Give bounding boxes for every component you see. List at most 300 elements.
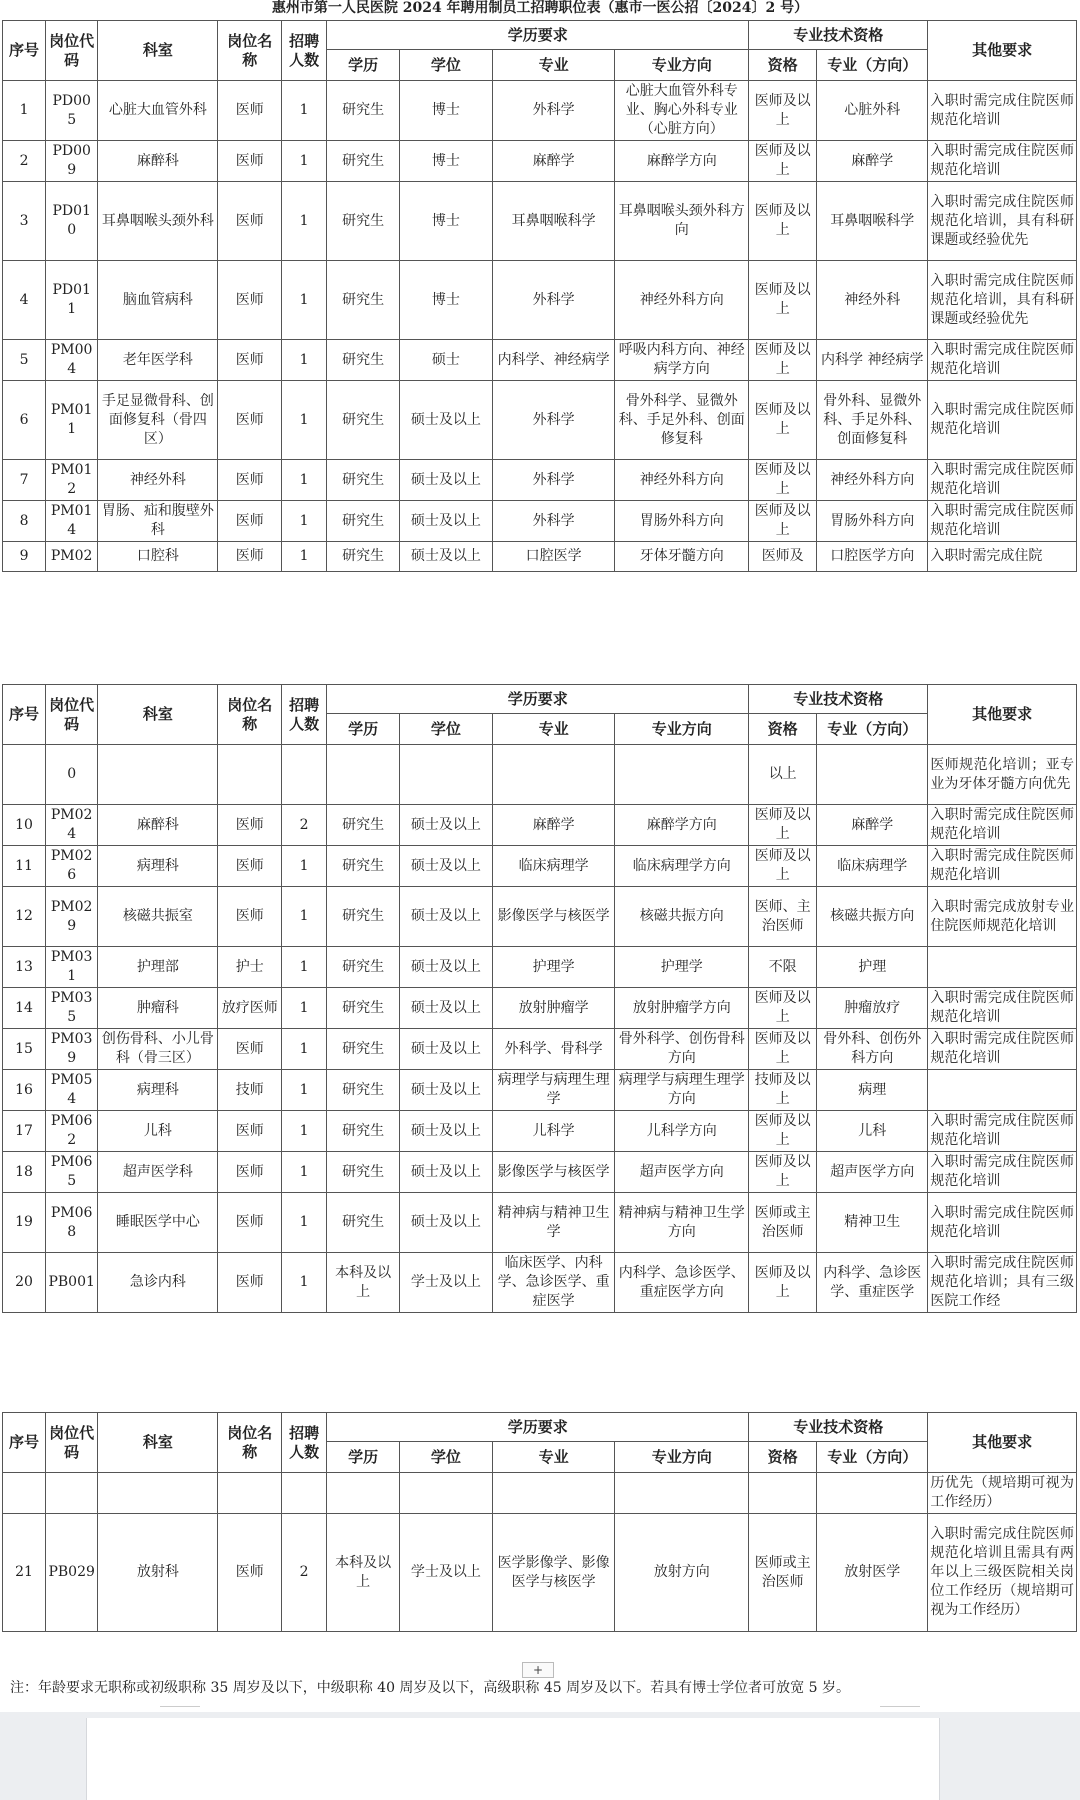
cell-tech-major: 护理 xyxy=(817,947,928,988)
cell-direction: 骨外科学、创伤骨科方向 xyxy=(615,1029,749,1070)
header-major: 专业 xyxy=(492,714,614,745)
header-major-direction: 专业方向 xyxy=(615,714,749,745)
cell-other: 入职时需完成住院医师规范化培训 xyxy=(928,340,1077,381)
cell-count: 1 xyxy=(281,988,326,1029)
cell-degree: 硕士及以上 xyxy=(399,887,492,947)
cell-tech-major: 胃肠外科方向 xyxy=(817,501,928,542)
cell-edu: 研究生 xyxy=(327,1029,400,1070)
cell-other: 入职时需完成放射专业住院医师规范化培训 xyxy=(928,887,1077,947)
cell-direction: 精神病与精神卫生学方向 xyxy=(615,1193,749,1253)
cell-qual: 医师及以上 xyxy=(749,501,817,542)
cell-direction: 放射方向 xyxy=(615,1514,749,1632)
cell-count: 1 xyxy=(281,846,326,887)
cell-major: 护理学 xyxy=(492,947,614,988)
cell-edu: 研究生 xyxy=(327,542,400,572)
table-row xyxy=(3,988,1077,1029)
header-department: 科室 xyxy=(98,1413,218,1473)
header-major: 专业 xyxy=(492,1442,614,1473)
cell-tech-major: 神经外科方向 xyxy=(817,460,928,501)
cell-direction: 耳鼻咽喉头颈外科方向 xyxy=(615,182,749,261)
table-row xyxy=(3,846,1077,887)
cell-code: 0 xyxy=(46,745,98,805)
cell-other: 入职时需完成住院医师规范化培训，具有科研课题或经验优先 xyxy=(928,182,1077,261)
table-row xyxy=(3,381,1077,460)
table-row xyxy=(3,81,1077,141)
cell-count: 1 xyxy=(281,261,326,340)
header-tech-qualification-group: 专业技术资格 xyxy=(749,1413,928,1442)
cell-code: PM039 xyxy=(46,1029,98,1070)
table-row xyxy=(3,805,1077,846)
cell-tech-major: 麻醉学 xyxy=(817,805,928,846)
cell-direction: 麻醉学方向 xyxy=(615,141,749,182)
cell-qual: 医师及以上 xyxy=(749,81,817,141)
cell-dept: 病理科 xyxy=(98,846,218,887)
cell-major: 麻醉学 xyxy=(492,141,614,182)
table-row xyxy=(3,947,1077,988)
cell-edu: 研究生 xyxy=(327,501,400,542)
cell-edu: 研究生 xyxy=(327,182,400,261)
cell-edu: 研究生 xyxy=(327,340,400,381)
header-education-group: 学历要求 xyxy=(327,685,749,714)
cell-dept: 儿科 xyxy=(98,1111,218,1152)
cell-edu xyxy=(327,1473,400,1514)
cell-seq: 3 xyxy=(3,182,46,261)
cell-dept: 急诊内科 xyxy=(98,1253,218,1313)
header-tech-major: 专业（方向） xyxy=(817,714,928,745)
cell-dept: 护理部 xyxy=(98,947,218,988)
cell-post: 医师 xyxy=(218,805,282,846)
table-row xyxy=(3,460,1077,501)
cell-code: PM026 xyxy=(46,846,98,887)
cell-post: 医师 xyxy=(218,1514,282,1632)
cell-edu xyxy=(327,745,400,805)
cell-direction xyxy=(615,745,749,805)
cell-tech-major: 精神卫生 xyxy=(817,1193,928,1253)
cell-seq: 11 xyxy=(3,846,46,887)
cell-other: 入职时需完成住院医师规范化培训且需具有两年以上三级医院相关岗位工作经历（规培期可视为工作经历） xyxy=(928,1514,1077,1632)
cell-dept: 耳鼻咽喉头颈外科 xyxy=(98,182,218,261)
cell-code: PD011 xyxy=(46,261,98,340)
cell-major: 医学影像学、影像医学与核医学 xyxy=(492,1514,614,1632)
header-tech-qualification-group: 专业技术资格 xyxy=(749,21,928,50)
page-corner-mark xyxy=(160,1706,200,1713)
cell-code: PM012 xyxy=(46,460,98,501)
cell-code: PM054 xyxy=(46,1070,98,1111)
header-tech-major: 专业（方向） xyxy=(817,50,928,81)
cell-major: 外科学 xyxy=(492,81,614,141)
cell-count: 1 xyxy=(281,81,326,141)
cell-post: 医师 xyxy=(218,460,282,501)
cell-other: 入职时需完成住院医师规范化培训 xyxy=(928,805,1077,846)
cell-code: PM062 xyxy=(46,1111,98,1152)
cell-direction: 麻醉学方向 xyxy=(615,805,749,846)
cell-tech-major: 肿瘤放疗 xyxy=(817,988,928,1029)
cell-seq: 8 xyxy=(3,501,46,542)
cell-other: 入职时需完成住院医师规范化培训 xyxy=(928,460,1077,501)
cell-major: 耳鼻咽喉科学 xyxy=(492,182,614,261)
header-degree: 学位 xyxy=(399,50,492,81)
cell-tech-major: 病理 xyxy=(817,1070,928,1111)
cell-qual: 以上 xyxy=(749,745,817,805)
cell-seq: 15 xyxy=(3,1029,46,1070)
cell-degree: 博士 xyxy=(399,261,492,340)
header-post-name: 岗位名称 xyxy=(218,1413,282,1473)
header-qualification: 资格 xyxy=(749,1442,817,1473)
cell-qual: 医师及以上 xyxy=(749,340,817,381)
cell-dept: 麻醉科 xyxy=(98,805,218,846)
cell-seq: 20 xyxy=(3,1253,46,1313)
cell-edu: 研究生 xyxy=(327,81,400,141)
cell-edu: 研究生 xyxy=(327,805,400,846)
cell-direction: 内科学、急诊医学、重症医学方向 xyxy=(615,1253,749,1313)
header-department: 科室 xyxy=(98,685,218,745)
cell-dept: 手足显微骨科、创面修复科（骨四区） xyxy=(98,381,218,460)
cell-degree: 硕士及以上 xyxy=(399,805,492,846)
cell-major: 影像医学与核医学 xyxy=(492,1152,614,1193)
table-row xyxy=(3,542,1077,572)
cell-tech-major: 核磁共振方向 xyxy=(817,887,928,947)
header-degree: 学位 xyxy=(399,714,492,745)
cell-post: 医师 xyxy=(218,81,282,141)
cell-post: 技师 xyxy=(218,1070,282,1111)
cell-tech-major: 麻醉学 xyxy=(817,141,928,182)
cell-dept xyxy=(98,745,218,805)
cell-post: 医师 xyxy=(218,1111,282,1152)
cell-dept: 胃肠、疝和腹壁外科 xyxy=(98,501,218,542)
cell-degree: 硕士及以上 xyxy=(399,1193,492,1253)
cell-other: 入职时需完成住院 xyxy=(928,542,1077,572)
header-post-code: 岗位代码 xyxy=(46,1413,98,1473)
cell-major: 儿科学 xyxy=(492,1111,614,1152)
header-headcount: 招聘人数 xyxy=(281,1413,326,1473)
cell-other: 入职时需完成住院医师规范化培训 xyxy=(928,1152,1077,1193)
cell-major: 口腔医学 xyxy=(492,542,614,572)
cell-degree: 硕士及以上 xyxy=(399,846,492,887)
cell-tech-major: 神经外科 xyxy=(817,261,928,340)
cell-major: 内科学、神经病学 xyxy=(492,340,614,381)
cell-code: PM029 xyxy=(46,887,98,947)
cell-other: 入职时需完成住院医师规范化培训，具有科研课题或经验优先 xyxy=(928,261,1077,340)
cell-seq: 21 xyxy=(3,1514,46,1632)
cell-count: 1 xyxy=(281,887,326,947)
header-education: 学历 xyxy=(327,714,400,745)
cell-major: 外科学 xyxy=(492,381,614,460)
cell-degree: 硕士及以上 xyxy=(399,1111,492,1152)
cell-major: 临床医学、内科学、急诊医学、重症医学 xyxy=(492,1253,614,1313)
cell-seq: 1 xyxy=(3,81,46,141)
cell-edu: 本科及以上 xyxy=(327,1253,400,1313)
cell-code: PD005 xyxy=(46,81,98,141)
footnote: 注：年龄要求无职称或初级职称 35 周岁及以下，中级职称 40 周岁及以下，高级职称 45 周岁及以下。若具有博士学位者可放宽 5 岁。 xyxy=(10,1680,850,1696)
cell-tech-major xyxy=(817,1473,928,1514)
table-row xyxy=(3,1253,1077,1313)
cell-post xyxy=(218,745,282,805)
cell-other: 入职时需完成住院医师规范化培训；具有三级医院工作经 xyxy=(928,1253,1077,1313)
cell-direction: 儿科学方向 xyxy=(615,1111,749,1152)
cell-qual: 医师及以上 xyxy=(749,988,817,1029)
header-headcount: 招聘人数 xyxy=(281,21,326,81)
cell-qual: 医师及以上 xyxy=(749,846,817,887)
cell-qual: 医师及以上 xyxy=(749,1253,817,1313)
cell-edu: 研究生 xyxy=(327,846,400,887)
cell-edu: 研究生 xyxy=(327,1193,400,1253)
cell-count: 2 xyxy=(281,805,326,846)
header-post-name: 岗位名称 xyxy=(218,21,282,81)
cell-code: PM02 xyxy=(46,542,98,572)
cell-seq: 9 xyxy=(3,542,46,572)
cell-direction xyxy=(615,1473,749,1514)
table-row xyxy=(3,1193,1077,1253)
recruitment-table-part-3 xyxy=(2,1412,1077,1632)
cell-degree: 硕士及以上 xyxy=(399,1029,492,1070)
cell-degree: 硕士及以上 xyxy=(399,988,492,1029)
cell-dept: 核磁共振室 xyxy=(98,887,218,947)
cell-degree: 硕士及以上 xyxy=(399,1070,492,1111)
cell-other: 入职时需完成住院医师规范化培训 xyxy=(928,988,1077,1029)
cell-post: 医师 xyxy=(218,141,282,182)
table-row xyxy=(3,501,1077,542)
cell-post: 医师 xyxy=(218,542,282,572)
table-row xyxy=(3,745,1077,805)
cell-degree: 博士 xyxy=(399,141,492,182)
cell-count: 1 xyxy=(281,1253,326,1313)
cell-other xyxy=(928,947,1077,988)
header-other-requirements: 其他要求 xyxy=(928,1413,1077,1473)
cell-tech-major: 儿科 xyxy=(817,1111,928,1152)
table-row xyxy=(3,1029,1077,1070)
cell-post: 医师 xyxy=(218,381,282,460)
header-seq: 序号 xyxy=(3,21,46,81)
cell-degree: 硕士及以上 xyxy=(399,381,492,460)
cell-seq: 19 xyxy=(3,1193,46,1253)
table-row xyxy=(3,887,1077,947)
add-row-button[interactable]: + xyxy=(522,1662,554,1678)
cell-other: 入职时需完成住院医师规范化培训 xyxy=(928,1029,1077,1070)
cell-dept: 睡眠医学中心 xyxy=(98,1193,218,1253)
document-title: 惠州市第一人民医院 2024 年聘用制员工招聘职位表（惠市一医公招〔2024〕2 号） xyxy=(271,0,809,16)
cell-degree: 硕士及以上 xyxy=(399,501,492,542)
cell-edu: 研究生 xyxy=(327,1070,400,1111)
cell-qual: 医师及以上 xyxy=(749,1152,817,1193)
header-qualification: 资格 xyxy=(749,714,817,745)
header-tech-major: 专业（方向） xyxy=(817,1442,928,1473)
table-row xyxy=(3,141,1077,182)
cell-count: 1 xyxy=(281,141,326,182)
cell-post: 医师 xyxy=(218,1029,282,1070)
cell-post: 医师 xyxy=(218,887,282,947)
table-row xyxy=(3,182,1077,261)
cell-direction: 骨外科学、显微外科、手足外科、创面修复科 xyxy=(615,381,749,460)
header-education-group: 学历要求 xyxy=(327,21,749,50)
cell-seq: 2 xyxy=(3,141,46,182)
cell-other: 入职时需完成住院医师规范化培训 xyxy=(928,81,1077,141)
cell-code: PM011 xyxy=(46,381,98,460)
cell-qual: 不限 xyxy=(749,947,817,988)
cell-degree: 硕士 xyxy=(399,340,492,381)
header-major: 专业 xyxy=(492,50,614,81)
cell-seq: 10 xyxy=(3,805,46,846)
cell-qual: 医师及以上 xyxy=(749,1111,817,1152)
cell-major: 外科学、骨科学 xyxy=(492,1029,614,1070)
cell-seq: 18 xyxy=(3,1152,46,1193)
page-corner-mark xyxy=(880,1706,920,1713)
cell-qual: 医师及以上 xyxy=(749,460,817,501)
cell-direction: 神经外科方向 xyxy=(615,261,749,340)
cell-count: 1 xyxy=(281,340,326,381)
cell-count: 1 xyxy=(281,501,326,542)
cell-major: 外科学 xyxy=(492,261,614,340)
cell-edu: 研究生 xyxy=(327,381,400,460)
header-degree: 学位 xyxy=(399,1442,492,1473)
cell-qual: 医师及以上 xyxy=(749,805,817,846)
cell-seq: 17 xyxy=(3,1111,46,1152)
cell-post: 医师 xyxy=(218,340,282,381)
cell-seq: 14 xyxy=(3,988,46,1029)
cell-edu: 研究生 xyxy=(327,460,400,501)
cell-tech-major: 临床病理学 xyxy=(817,846,928,887)
cell-code: PD010 xyxy=(46,182,98,261)
cell-code: PB001 xyxy=(46,1253,98,1313)
cell-seq: 12 xyxy=(3,887,46,947)
cell-qual: 技师及以上 xyxy=(749,1070,817,1111)
header-seq: 序号 xyxy=(3,1413,46,1473)
header-post-name: 岗位名称 xyxy=(218,685,282,745)
table-row xyxy=(3,1111,1077,1152)
cell-count: 1 xyxy=(281,1193,326,1253)
header-tech-qualification-group: 专业技术资格 xyxy=(749,685,928,714)
header-education-group: 学历要求 xyxy=(327,1413,749,1442)
cell-seq: 4 xyxy=(3,261,46,340)
header-post-code: 岗位代码 xyxy=(46,21,98,81)
cell-major: 外科学 xyxy=(492,501,614,542)
cell-degree: 硕士及以上 xyxy=(399,542,492,572)
cell-degree: 学士及以上 xyxy=(399,1514,492,1632)
cell-dept: 神经外科 xyxy=(98,460,218,501)
next-page xyxy=(86,1718,940,1800)
cell-edu: 研究生 xyxy=(327,1111,400,1152)
cell-seq: 16 xyxy=(3,1070,46,1111)
cell-code: PM068 xyxy=(46,1193,98,1253)
cell-other: 入职时需完成住院医师规范化培训 xyxy=(928,381,1077,460)
cell-direction: 护理学 xyxy=(615,947,749,988)
cell-count: 1 xyxy=(281,182,326,261)
cell-major: 影像医学与核医学 xyxy=(492,887,614,947)
cell-dept: 病理科 xyxy=(98,1070,218,1111)
header-department: 科室 xyxy=(98,21,218,81)
cell-degree: 硕士及以上 xyxy=(399,460,492,501)
cell-seq: 6 xyxy=(3,381,46,460)
cell-direction: 病理学与病理生理学方向 xyxy=(615,1070,749,1111)
cell-tech-major: 心脏外科 xyxy=(817,81,928,141)
cell-post xyxy=(218,1473,282,1514)
cell-degree: 博士 xyxy=(399,81,492,141)
header-other-requirements: 其他要求 xyxy=(928,685,1077,745)
cell-dept: 放射科 xyxy=(98,1514,218,1632)
cell-count: 1 xyxy=(281,1152,326,1193)
cell-dept: 口腔科 xyxy=(98,542,218,572)
cell-qual: 医师及以上 xyxy=(749,381,817,460)
cell-major: 病理学与病理生理学 xyxy=(492,1070,614,1111)
cell-edu: 研究生 xyxy=(327,887,400,947)
cell-code: PM014 xyxy=(46,501,98,542)
cell-other: 入职时需完成住院医师规范化培训 xyxy=(928,1111,1077,1152)
cell-major: 麻醉学 xyxy=(492,805,614,846)
cell-dept xyxy=(98,1473,218,1514)
cell-count xyxy=(281,745,326,805)
cell-post: 医师 xyxy=(218,501,282,542)
cell-seq: 13 xyxy=(3,947,46,988)
cell-other: 历优先（规培期可视为工作经历） xyxy=(928,1473,1077,1514)
cell-count: 1 xyxy=(281,460,326,501)
cell-tech-major: 骨外科、显微外科、手足外科、创面修复科 xyxy=(817,381,928,460)
cell-major: 精神病与精神卫生学 xyxy=(492,1193,614,1253)
cell-qual: 医师及以上 xyxy=(749,182,817,261)
cell-post: 放疗医师 xyxy=(218,988,282,1029)
cell-code: PM031 xyxy=(46,947,98,988)
cell-code xyxy=(46,1473,98,1514)
recruitment-table-part-1 xyxy=(2,20,1077,572)
cell-direction: 核磁共振方向 xyxy=(615,887,749,947)
cell-dept: 麻醉科 xyxy=(98,141,218,182)
table-row xyxy=(3,1473,1077,1514)
cell-code: PB029 xyxy=(46,1514,98,1632)
cell-post: 医师 xyxy=(218,261,282,340)
cell-post: 护士 xyxy=(218,947,282,988)
cell-qual: 医师、主治医师 xyxy=(749,887,817,947)
cell-direction: 胃肠外科方向 xyxy=(615,501,749,542)
cell-post: 医师 xyxy=(218,846,282,887)
cell-tech-major: 口腔医学方向 xyxy=(817,542,928,572)
cell-tech-major: 耳鼻咽喉科学 xyxy=(817,182,928,261)
header-other-requirements: 其他要求 xyxy=(928,21,1077,81)
cell-tech-major: 放射医学 xyxy=(817,1514,928,1632)
cell-tech-major: 骨外科、创伤外科方向 xyxy=(817,1029,928,1070)
cell-dept: 老年医学科 xyxy=(98,340,218,381)
cell-count: 2 xyxy=(281,1514,326,1632)
cell-code: PM035 xyxy=(46,988,98,1029)
cell-major: 放射肿瘤学 xyxy=(492,988,614,1029)
cell-edu: 研究生 xyxy=(327,261,400,340)
cell-degree xyxy=(399,745,492,805)
cell-edu: 本科及以上 xyxy=(327,1514,400,1632)
cell-count: 1 xyxy=(281,381,326,460)
header-post-code: 岗位代码 xyxy=(46,685,98,745)
cell-degree: 博士 xyxy=(399,182,492,261)
cell-degree: 硕士及以上 xyxy=(399,1152,492,1193)
cell-major xyxy=(492,745,614,805)
cell-seq: 7 xyxy=(3,460,46,501)
cell-code: PM024 xyxy=(46,805,98,846)
cell-direction: 超声医学方向 xyxy=(615,1152,749,1193)
cell-other: 入职时需完成住院医师规范化培训 xyxy=(928,846,1077,887)
header-seq: 序号 xyxy=(3,685,46,745)
cell-major: 外科学 xyxy=(492,460,614,501)
cell-qual: 医师或主治医师 xyxy=(749,1514,817,1632)
table-row xyxy=(3,340,1077,381)
cell-other xyxy=(928,1070,1077,1111)
cell-major xyxy=(492,1473,614,1514)
cell-tech-major xyxy=(817,745,928,805)
table-row xyxy=(3,1514,1077,1632)
cell-major: 临床病理学 xyxy=(492,846,614,887)
cell-direction: 神经外科方向 xyxy=(615,460,749,501)
cell-code: PM065 xyxy=(46,1152,98,1193)
cell-dept: 脑血管病科 xyxy=(98,261,218,340)
recruitment-table-part-2 xyxy=(2,684,1077,1313)
table-row xyxy=(3,1152,1077,1193)
cell-count: 1 xyxy=(281,947,326,988)
cell-qual: 医师及以上 xyxy=(749,1029,817,1070)
